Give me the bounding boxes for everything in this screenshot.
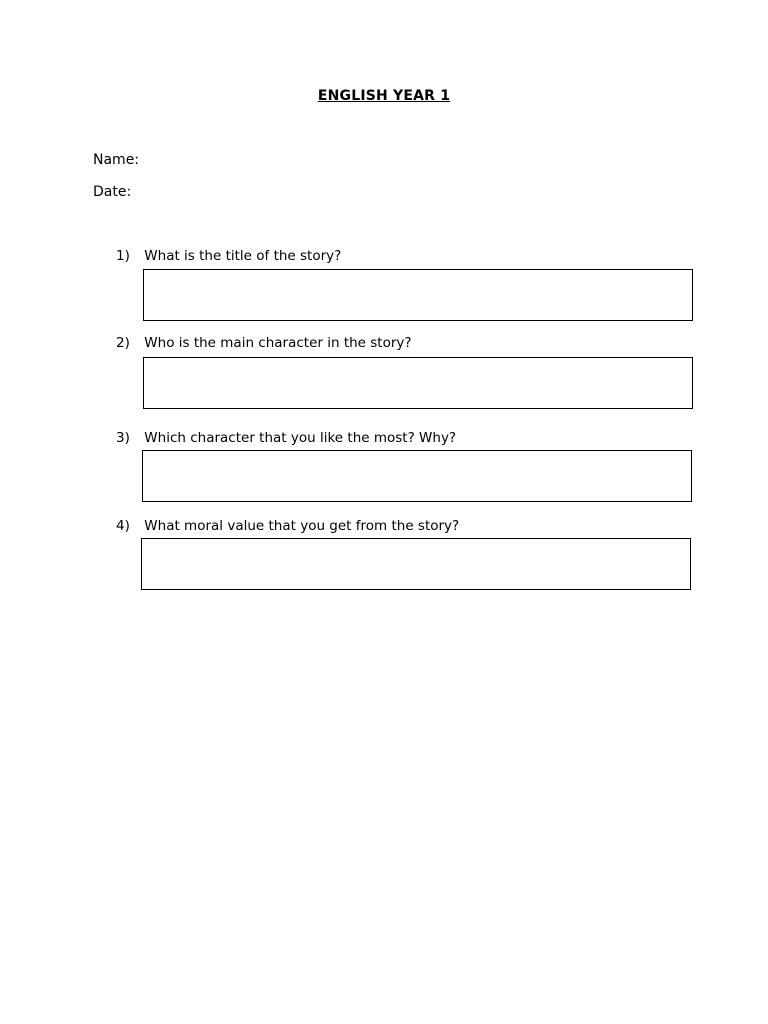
question-3-text: Which character that you like the most? Why? <box>144 430 457 446</box>
date-label: Date: <box>93 184 132 200</box>
answer-box-2[interactable] <box>143 357 693 409</box>
worksheet-title: ENGLISH YEAR 1 <box>317 88 451 104</box>
question-2-number: 2) <box>116 335 130 351</box>
question-4 <box>116 518 459 534</box>
question-3-number: 3) <box>116 430 130 446</box>
answer-box-3[interactable] <box>142 450 692 502</box>
name-label: Name: <box>93 152 140 168</box>
question-2 <box>116 335 412 351</box>
answer-box-1[interactable] <box>143 269 693 321</box>
question-1-number: 1) <box>116 248 130 264</box>
question-1 <box>116 248 341 264</box>
question-4-text: What moral value that you get from the story? <box>144 518 460 534</box>
question-1-text: What is the title of the story? <box>144 248 342 264</box>
answer-box-4[interactable] <box>141 538 691 590</box>
question-4-number: 4) <box>116 518 130 534</box>
question-3 <box>116 430 456 446</box>
question-2-text: Who is the main character in the story? <box>144 335 412 351</box>
